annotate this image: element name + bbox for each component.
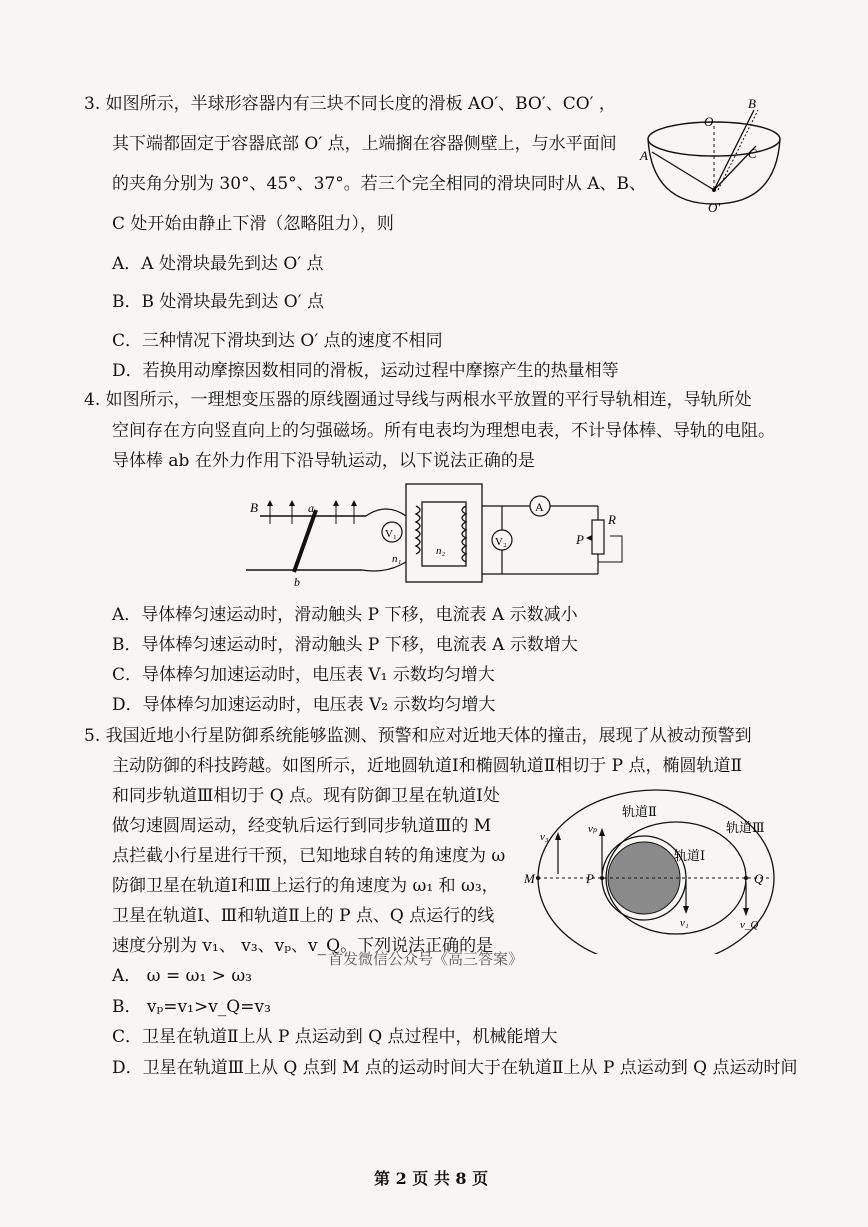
q4-line: 导体棒 ab 在外力作用下沿导轨运动，以下说法正确的是	[112, 451, 535, 471]
q4-option-d: D．导体棒匀加速运动时，电压表 V₂ 示数均匀增大	[112, 695, 496, 715]
q4-line: 4. 如图所示，一理想变压器的原线圈通过导线与两根水平放置的平行导轨相连，导轨所处	[84, 390, 752, 410]
q4-line: 空间存在方向竖直向上的匀强磁场。所有电表均为理想电表，不计导体棒、导轨的电阻。	[112, 421, 775, 441]
q3-hemisphere-figure	[636, 96, 796, 216]
q5-option-a: A． ω = ω₁ > ω₃	[112, 966, 253, 986]
q5-label-m: M	[524, 871, 535, 886]
q5-label-orbit1: 轨道Ⅰ	[674, 848, 706, 863]
q4-label-p: P	[576, 532, 584, 547]
page-footer: 第 2 页 共 8 页	[374, 1169, 489, 1188]
q5-option-b: B． vₚ=v₁>v_Q=v₃	[112, 997, 271, 1017]
q4-circuit-figure	[246, 476, 632, 594]
q5-label-v3: v₃	[540, 831, 549, 843]
q3-option-a: A．A 处滑块最先到达 O′ 点	[112, 254, 324, 274]
q5-label-q: Q	[754, 871, 764, 886]
watermark: 首发微信公众号《高三答案》	[328, 950, 524, 968]
q4-label-r: R	[608, 512, 616, 527]
q5-option-d: D．卫星在轨道Ⅲ上从 Q 点到 M 点的运动时间大于在轨道Ⅱ上从 P 点运动到 Q 点运动时间	[112, 1058, 798, 1078]
q4-label-n2: n₂	[436, 545, 446, 557]
q4-label-ammeter: A	[535, 500, 544, 514]
q4-label-a: a	[308, 501, 314, 515]
q5-line: 卫星在轨道Ⅰ、Ⅲ和轨道Ⅱ上的 P 点、Q 点运行的线	[112, 906, 495, 926]
q5-label-v1: v₁	[680, 917, 689, 929]
q5-label-vp: vₚ	[588, 823, 598, 835]
q3-label-o-prime: O′	[708, 200, 721, 215]
q4-label-v2: V₂	[495, 536, 507, 548]
q4-option-a: A．导体棒匀速运动时，滑动触头 P 下移，电流表 A 示数减小	[112, 605, 578, 625]
q5-line: 速度分别为 v₁、 v₃、vₚ、v_Q。下列说法正确的是	[112, 936, 494, 956]
q3-option-c: C．三种情况下滑块到达 O′ 点的速度不相同	[112, 331, 443, 351]
q3-line: C 处开始由静止下滑（忽略阻力），则	[112, 214, 394, 234]
q4-label-b-field: B	[250, 500, 258, 515]
q5-option-c: C．卫星在轨道Ⅱ上从 P 点运动到 Q 点过程中，机械能增大	[112, 1027, 558, 1047]
q3-option-b: B．B 处滑块最先到达 O′ 点	[112, 292, 324, 312]
q3-label-b: B	[748, 96, 756, 111]
q5-line: 和同步轨道Ⅲ相切于 Q 点。现有防御卫星在轨道Ⅰ处	[112, 786, 500, 806]
q5-line: 5. 我国近地小行星防御系统能够监测、预警和应对近地天体的撞击，展现了从被动预警到	[84, 726, 752, 746]
q5-orbit-figure	[524, 788, 796, 954]
q4-option-c: C．导体棒匀加速运动时，电压表 V₁ 示数均匀增大	[112, 665, 495, 685]
q4-label-n1: n₁	[392, 553, 402, 565]
q5-label-orbit3: 轨道Ⅲ	[726, 820, 765, 835]
q5-label-p: P	[586, 871, 594, 886]
q3-label-o: O	[704, 114, 714, 129]
q5-label-vq: v_Q	[740, 919, 759, 931]
q5-line: 点拦截小行星进行干预，已知地球自转的角速度为 ω	[112, 846, 506, 866]
q4-label-v1: V₁	[385, 528, 397, 540]
q4-label-b: b	[294, 575, 300, 589]
q3-line: 3. 如图所示，半球形容器内有三块不同长度的滑板 AO′、BO′、CO′ ，	[84, 94, 616, 114]
q3-line: 的夹角分别为 30°、45°、37°。若三个完全相同的滑块同时从 A、B、	[112, 174, 646, 194]
q3-label-a: A	[640, 148, 648, 163]
q3-option-d: D．若换用动摩擦因数相同的滑板，运动过程中摩擦产生的热量相等	[112, 361, 619, 381]
q5-line: 主动防御的科技跨越。如图所示，近地圆轨道Ⅰ和椭圆轨道Ⅱ相切于 P 点，椭圆轨道Ⅱ	[112, 756, 743, 776]
q4-option-b: B．导体棒匀速运动时，滑动触头 P 下移，电流表 A 示数增大	[112, 635, 578, 655]
q5-line: 做匀速圆周运动，经变轨后运行到同步轨道Ⅲ的 M	[112, 816, 492, 836]
q5-label-orbit2: 轨道Ⅱ	[622, 804, 657, 819]
q5-line: 防御卫星在轨道Ⅰ和Ⅲ上运行的角速度为 ω₁ 和 ω₃，	[112, 876, 499, 896]
q3-line: 其下端都固定于容器底部 O′ 点，上端搁在容器侧壁上，与水平面间	[112, 134, 617, 154]
q3-label-c: C	[748, 146, 757, 161]
